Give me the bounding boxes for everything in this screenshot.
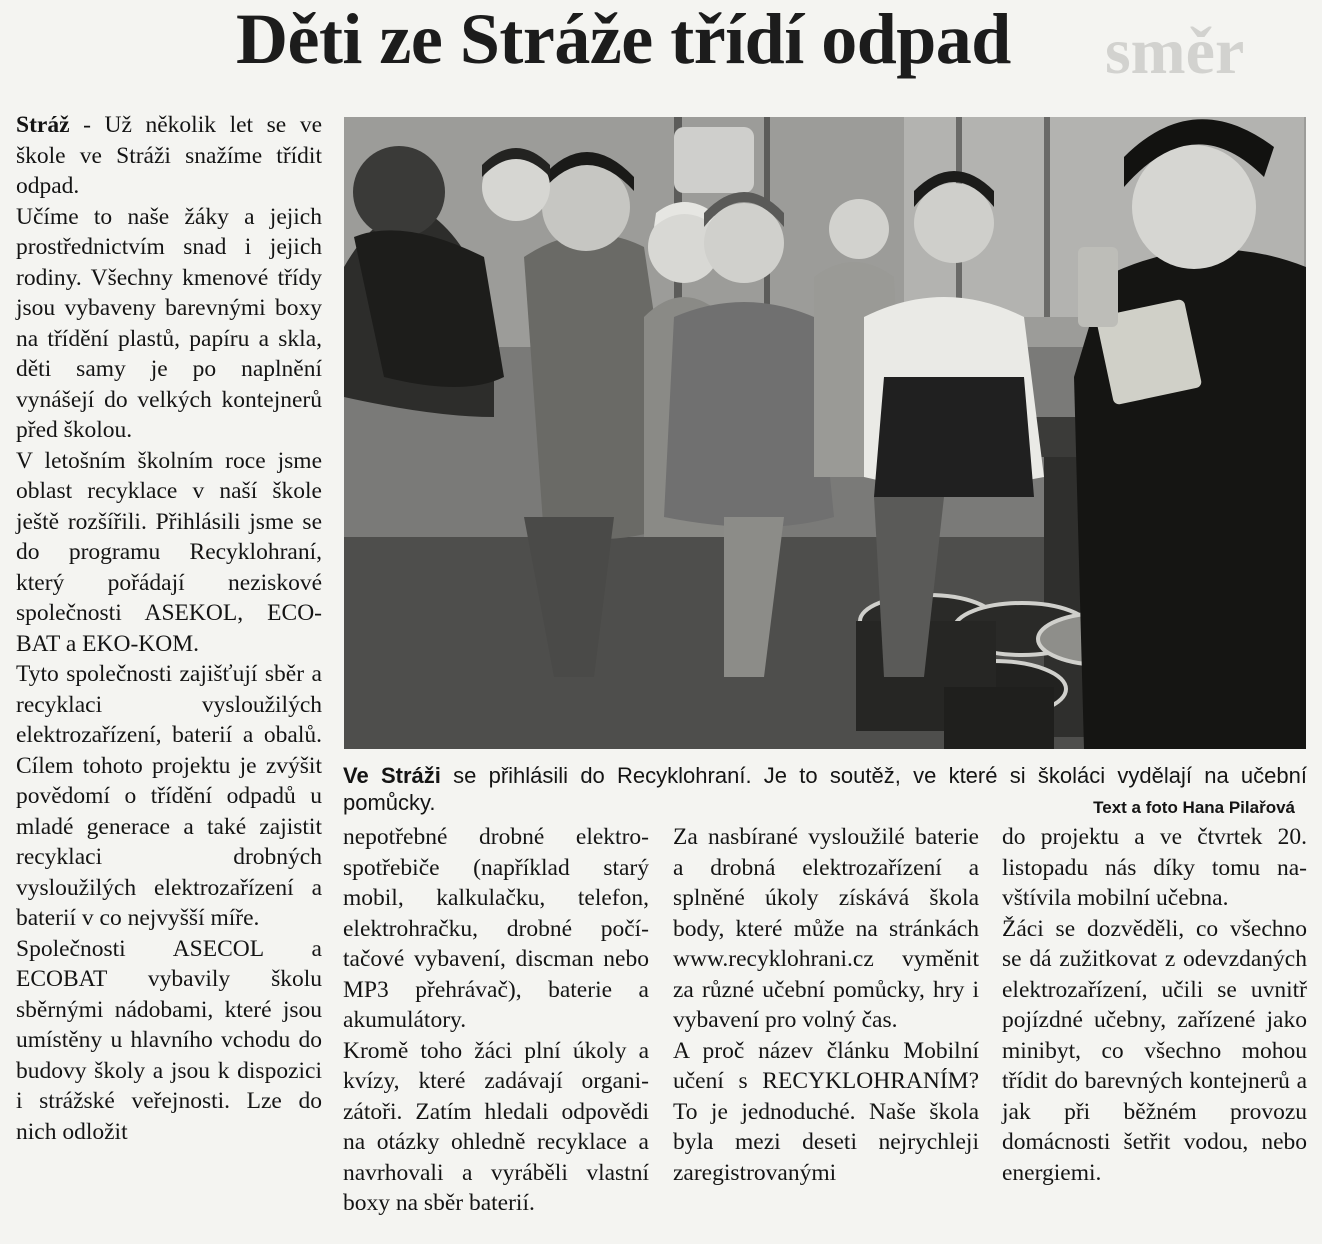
- article-photo: [344, 117, 1306, 749]
- article-paragraph: do projektu a ve čtvrtek 20. listopadu nás díky tomu navštívila mobilní učebna.: [1002, 824, 1307, 911]
- article-column-b: [343, 822, 649, 1219]
- article-paragraph: [16, 110, 322, 202]
- dateline-separator: -: [69, 112, 105, 138]
- article-paragraph: Společnosti ASECOL a ECOBAT vybavily školu sběrnými nádobami, které jsou umístěny u hlavního vchodu do budovy školy a jsou k dispozici i strážské veřejnosti. Lze do nich odložit: [16, 935, 322, 1145]
- bleed-through-text-top-right: směr: [1105, 15, 1245, 88]
- article-paragraph: A proč název článku Mobilní učení s RECYKLOHRANÍM? To je jednoduché. Naše škola byla mezi deseti nejrychleji zaregistrovanými: [673, 1037, 979, 1186]
- article-column-d: [1002, 822, 1307, 1188]
- photo-children-recycling-illustration: [344, 117, 1306, 749]
- caption-text: se přihlásili do Recyklohraní. Je to soutěž, ve které si školáci vydělají na učební pomůcky.: [343, 763, 1307, 815]
- article-paragraph: Kromě toho žáci plní úkoly a kvízy, které zadávají organizátoři. Zatím hledali odpovědi na otázky ohledně recyklace a navrhovali a vyráběli vlastní boxy na sběr baterií.: [343, 1037, 649, 1216]
- article-column-c: [673, 822, 979, 1188]
- article-paragraph: Žáci se dozvěděli, co všechno se dá zužitkovat z odevzdaných elektrozařízení, učili se uvnitř pojízdné učebny, zařízené jako minibyt, co všechno mohou třídit do barevných kontejnerů a jak při běžném provozu domácnosti šetřit vodou, nebo energiemi.: [1002, 915, 1307, 1186]
- article-paragraph: Učíme to naše žáky a jejich prostřednictvím snad i jejich rodiny. Všechny kmenové třídy jsou vybaveny barevnými boxy na třídění plastů, papíru a skla, děti samy je po naplnění vynášejí do velkých kontejnerů před školou.: [16, 203, 322, 443]
- paragraph-text: Už několik let se ve škole ve Stráži snažíme třídit odpad.: [16, 112, 322, 199]
- article-column-left: [16, 110, 322, 1147]
- article-paragraph: nepotřebné drobné elektrospotřebiče (například starý mobil, kalkulačku, telefon, elektrohračku, drobné počítačové vybavení, discman nebo MP3 přehrávač), baterie a akumulátory.: [343, 824, 649, 1033]
- article-paragraph: Za nasbírané vysloužilé baterie a drobná elektrozařízení a splněné úkoly získává škola body, které může na stránkách www.recyklohrani.cz vyměnit za různé učební pomůcky, hry i vybavení pro volný čas.: [673, 824, 979, 1033]
- article-paragraph: Tyto společnosti zajišťují sběr a recyklaci vysloužilých elektrozařízení, baterií a obalů. Cílem tohoto projektu je zvýšit povědomí o třídění odpadů u mladé generace a také zajistit recyklaci drobných vysloužilých elektrozařízení a baterií v co nejvyšší míře.: [16, 661, 322, 931]
- photo-credit: Text a foto Hana Pilařová: [1093, 798, 1295, 817]
- article-headline: Děti ze Stráže třídí odpad: [236, 0, 1011, 79]
- dateline: Stráž: [16, 112, 70, 138]
- article-paragraph: V letošním školním roce jsme oblast recyklace v naší škole ještě rozšířili. Přihlásili jsme se do programu Recyklohraní, který pořádají neziskové společnosti ASEKOL, ECOBAT a EKO-KOM.: [16, 447, 322, 657]
- caption-lead: Ve Stráži: [343, 763, 441, 788]
